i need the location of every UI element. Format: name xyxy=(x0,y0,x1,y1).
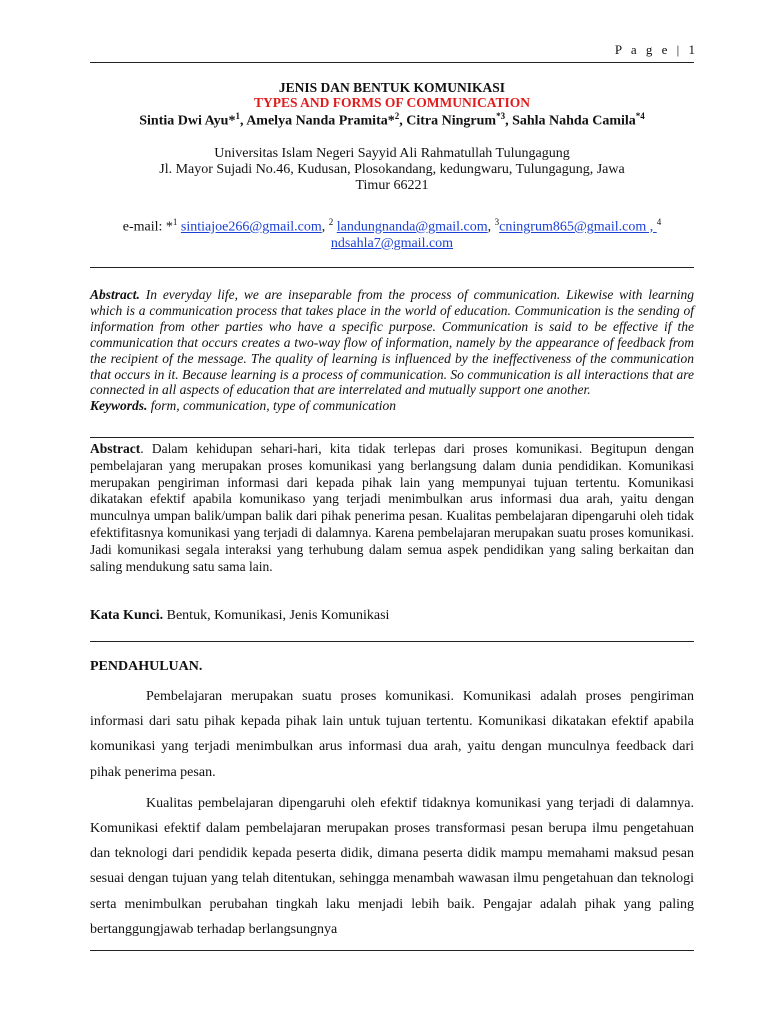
abstract-divider xyxy=(90,437,694,438)
paragraph: Kualitas pembelajaran dipengaruhi oleh efektif tidaknya komunikasi yang terjadi di dalamnya. Komunikasi efektif dalam pembelajaran merupakan proses transformasi pesan berupa ilmu pengetahuan dan teknologi dari pendidik kepada peserta didik, dimana peserta didik mampu memahami maksud pesan sesuai dengan tujuan yang telah ditentukan, sehingga menambah wawasan ilmu pengetahuan dan teknologi serta menimbulkan perubahan tingkah laku menjadi lebih baik. Pengajar adalah pihak yang paling bertanggungjawab terhadap berlangsungnya xyxy=(90,795,694,937)
section-rule xyxy=(90,267,694,268)
section-body xyxy=(90,684,694,948)
keywords-label: Keywords. xyxy=(90,398,148,414)
abstract-text: In everyday life, we are inseparable from the process of communication. Likewise with learning which is a communication process that takes place in the world of education. Communication is the sending of information from other parties who have a specific purpose. Communication is said to be effective if the communication that occurs creates a two-way flow of information, namely by the appearance of feedback from the recipient of the message. The quality of learning is influenced by the ineffectiveness of the communication that occurs in it. Because learning is a process of communication. So communication is all interactions that are connected in all aspects of education that are interrelated and mutually support one another. xyxy=(90,287,694,398)
footer-rule xyxy=(90,950,694,951)
body-rule xyxy=(90,641,694,642)
section-heading: PENDAHULUAN. xyxy=(90,659,203,674)
abstrak-label: Abstract xyxy=(90,441,141,456)
author-mark: 1 xyxy=(235,111,240,121)
email-link-2[interactable]: landungnanda@gmail.com xyxy=(336,219,488,235)
affiliation-line: Universitas Islam Negeri Sayyid Ali Rahmatullah Tulungagung xyxy=(214,146,570,161)
email-link-1[interactable]: sintiajoe266@gmail.com xyxy=(180,219,322,235)
author-list: Sintia Dwi Ayu*$^1$, Amelya Nanda Pramita*$^2$, Citra Ningrum$^{*3}$, Sahla Nahda Camila$^{*4}$ xyxy=(139,111,645,129)
keywords-text: form, communication, type of communication xyxy=(150,398,396,414)
author-name: Citra Ningrum xyxy=(406,113,497,129)
author-name: Sahla Nahda Camila xyxy=(512,113,636,129)
author-mark: *4 xyxy=(635,111,645,121)
email-link-3[interactable]: cningrum865@gmail.com xyxy=(499,219,647,235)
abstract-indonesian xyxy=(90,441,694,575)
author-name: Amelya Nanda Pramita* xyxy=(246,113,395,129)
abstrak-text: . Dalam kehidupan sehari-hari, kita tidak terlepas dari proses komunikasi. Begitupun dengan pembelajaran yang merupakan proses komunikasi yang berlangsung dalam dunia pendidikan. Komunikasi merupakan pengiriman informasi dari kepada pihak lain yang mempunyai tujuan tertentu. Komunikasi dikatakan efektif apabila komunikaso yang terjadi menimbulkan arus informasi dua arah, yaitu dengan munculnya umpan balik/umpan balik dari pihak penerima pesan. Kualitas pembelajaran dipengaruhi oleh tidak efektifitasnya komunikasi yang terjadi di dalamnya. Karena pembelajaran merupakan suatu proses komunikasi. Jadi komunikasi segala interaksi yang terhubung dalam semua aspek pendidikan yang saling berkaitan dan saling mendukung satu sama lain. xyxy=(90,441,694,574)
kata-kunci-label: Kata Kunci. xyxy=(90,608,164,623)
abstract-english xyxy=(90,287,694,414)
affiliation xyxy=(90,146,694,194)
kata-kunci-text: Bentuk, Komunikasi, Jenis Komunikasi xyxy=(163,608,390,623)
affiliation-line: Timur 66221 xyxy=(355,178,429,193)
author-name: Sintia Dwi Ayu* xyxy=(139,113,236,129)
page-number: P a g e | 1 xyxy=(614,42,698,57)
email-link-4[interactable]: ndsahla7@gmail.com xyxy=(330,235,454,251)
author-mark: *3 xyxy=(496,111,506,121)
title-indonesian: JENIS DAN BENTUK KOMUNIKASI xyxy=(278,80,506,95)
email-list: e-mail: *$^1$ sintiajoe266@gmail.com, $^2$ landungnanda@gmail.com, $^3$cningrum865@gmail.com , $^4$ ndsahla7@gmail.com xyxy=(122,217,662,251)
abstract-label: Abstract. xyxy=(90,287,140,302)
paragraph: Pembelajaran merupakan suatu proses komunikasi. Komunikasi adalah proses pengiriman informasi dari satu pihak kepada pihak lain untuk tujuan tertentu. Komunikasi dikatakan efektif apabila komunikasi yang terjadi menimbulkan arus informasi dua arah, yaitu dengan munculnya feedback dari pihak penerima pesan. xyxy=(90,689,694,780)
author-mark: 2 xyxy=(394,111,400,121)
header-rule xyxy=(90,62,694,63)
kata-kunci xyxy=(90,608,694,624)
title-english: TYPES AND FORMS OF COMMUNICATION xyxy=(254,95,530,110)
affiliation-line: Jl. Mayor Sujadi No.46, Kudusan, Plosokandang, kedungwaru, Tulungagung, Jawa xyxy=(159,162,625,177)
